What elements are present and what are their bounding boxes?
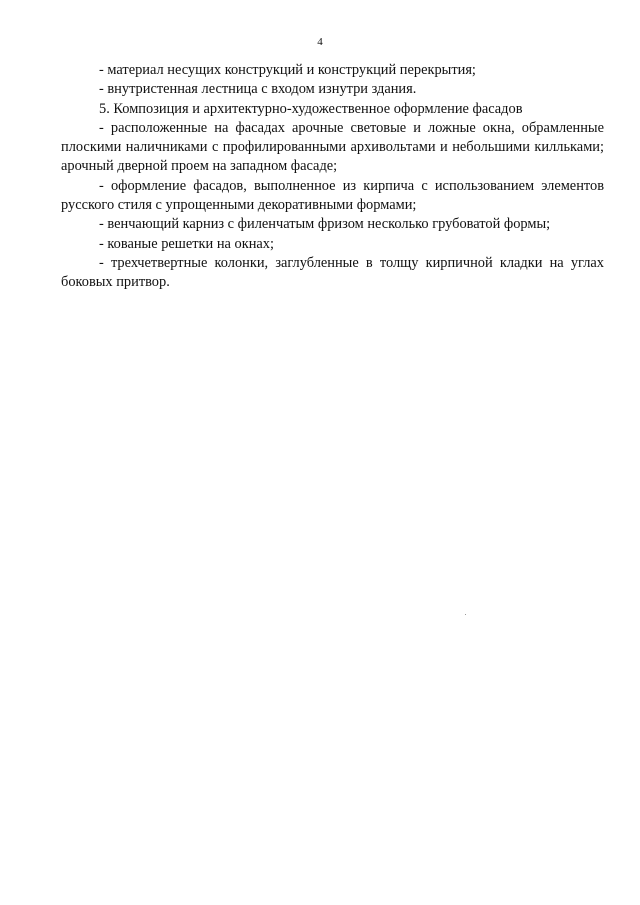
page-number: 4 [317, 36, 323, 48]
list-item: - внутристенная лестница с входом изнутри здания. [99, 81, 417, 98]
document-body [61, 61, 604, 293]
list-item: - кованые решетки на окнах; [99, 235, 274, 252]
section-heading: 5. Композиция и архитектурно-художественное оформление фасадов [99, 100, 523, 117]
list-item: - венчающий карниз с филенчатым фризом несколько грубоватой формы; [99, 216, 551, 233]
scan-speck [465, 614, 466, 615]
list-item: - трехчетвертные колонки, заглубленные в толщу кирпичной кладки на углах боковых притвор. [61, 254, 604, 291]
list-item: - оформление фасадов, выполненное из кирпича с использованием элементов русского стиля с упрощенными декоративными формами; [61, 177, 604, 214]
list-item: - расположенные на фасадах арочные световые и ложные окна, обрамленные плоскими наличниками с профилированными архивольтами и небольшими килльками; арочный дверной проем на западном фасаде; [61, 119, 604, 175]
list-item: - материал несущих конструкций и конструкций перекрытия; [99, 62, 476, 78]
